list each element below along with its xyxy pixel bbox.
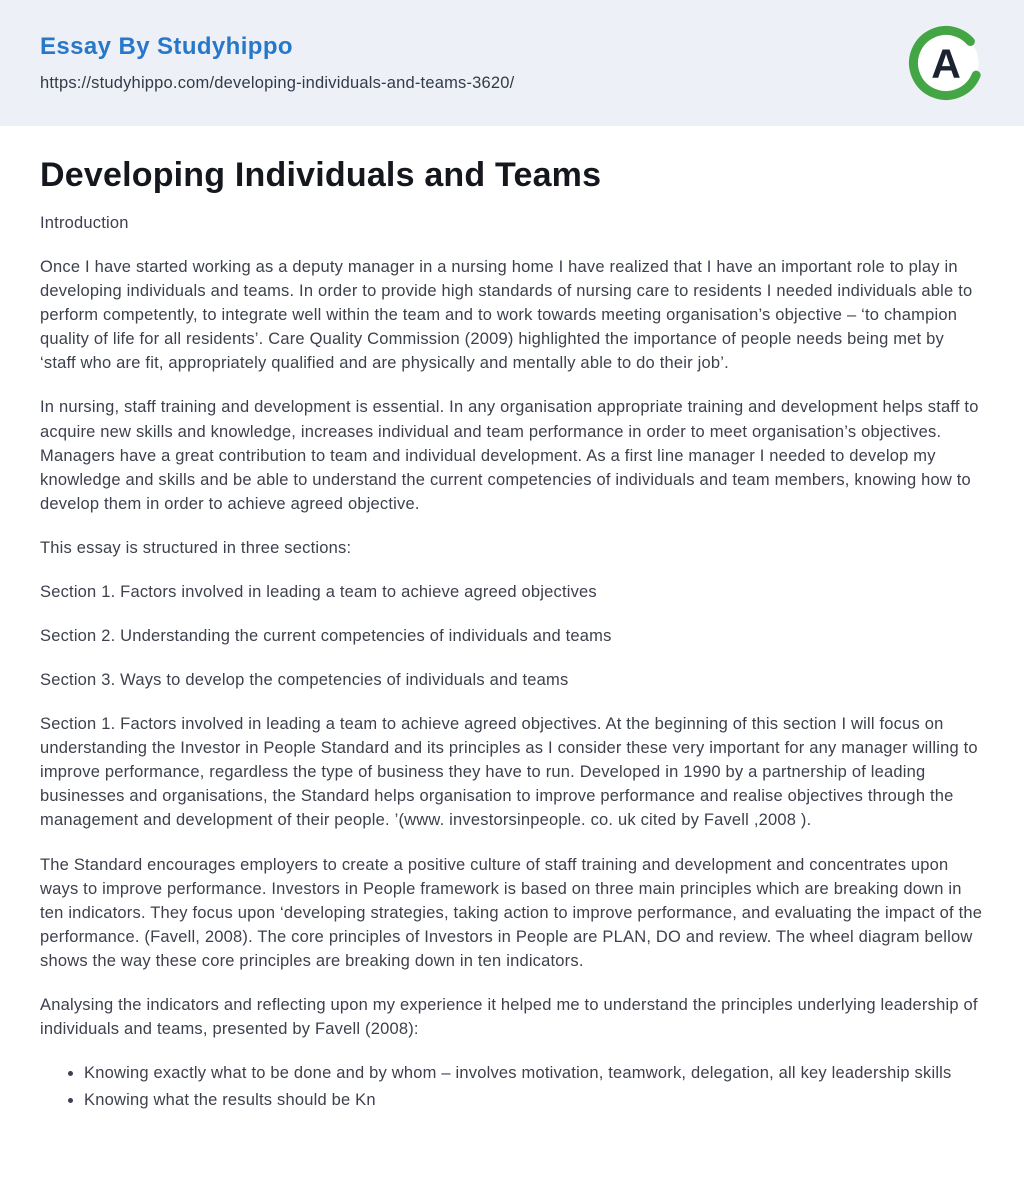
logo-ring-icon <box>908 25 984 101</box>
paragraph-introduction: Introduction <box>40 214 129 232</box>
paragraph: Section 1. Factors involved in leading a team to achieve agreed objectives. At the beginning of this section I will focus on understanding the Investor in People Standard and its principles as I consider these very important for any manager willing to improve performance, regardless the type of business they have to run. Developed in 1990 by a partnership of leading businesses and organisations, the Standard helps organisation to improve performance and realise objectives through the management and development of their people. ’(www. investorsinpeople. co. uk cited by Favell ,2008 ). <box>40 715 978 830</box>
paragraph: The Standard encourages employers to create a positive culture of staff training and development and concentrates upon ways to improve performance. Investors in People framework is based on three main principles which are breaking down in ten indicators. They focus upon ‘developing strategies, taking action to improve performance, and evaluating the impact of the performance. (Favell, 2008). The core principles of Investors in People are PLAN, DO and review. The wheel diagram bellow shows the way these core principles are breaking down in ten indicators. <box>40 855 983 970</box>
paragraph-section-2-heading: Section 2. Understanding the current competencies of individuals and teams <box>40 627 612 646</box>
paragraph: This essay is structured in three sections: <box>40 538 352 557</box>
paragraph: Analysing the indicators and reflecting upon my experience it helped me to understand the principles underlying leadership of individuals and teams, presented by Favell (2008): <box>40 995 978 1039</box>
header-text-block <box>40 33 514 93</box>
article-body <box>0 126 1024 1112</box>
paragraph: Once I have started working as a deputy manager in a nursing home I have realized that I have an important role to play in developing individuals and teams. In order to provide high standards of nursing care to residents I needed individuals able to perform competently, to integrate well within the team and to work towards meeting organisation’s objective – ‘to champion quality of life for all residents’. Care Quality Commission (2009) highlighted the importance of people needs being met by ‘staff who are fit, appropriately qualified and are physically and mentally able to do their job’. <box>40 258 973 373</box>
page-title: Developing Individuals and Teams <box>40 156 602 194</box>
list-item: • Knowing what the results should be Kn <box>84 1088 984 1112</box>
studyhippo-logo <box>908 25 984 101</box>
source-url-link[interactable]: https://studyhippo.com/developing-individuals-and-teams-3620/ <box>40 74 515 92</box>
page-header <box>0 0 1024 126</box>
logo-letter: A <box>931 40 961 87</box>
paragraph-section-1-heading: Section 1. Factors involved in leading a team to achieve agreed objectives <box>40 582 597 601</box>
leadership-principles-list <box>66 1061 984 1112</box>
paragraph: In nursing, staff training and development is essential. In any organisation appropriate training and development helps staff to acquire new skills and knowledge, increases individual and team performance in order to meet organisation’s objectives. Managers have a great contribution to team and individual development. As a first line manager I needed to develop my knowledge and skills and be able to understand the current competencies of individuals and team members, knowing how to develop them in order to achieve agreed objective. <box>40 398 979 513</box>
paragraph-section-3-heading: Section 3. Ways to develop the competencies of individuals and teams <box>40 671 569 690</box>
list-item: • Knowing exactly what to be done and by whom – involves motivation, teamwork, delegation, all key leadership skills <box>84 1061 984 1085</box>
byline: Essay By Studyhippo <box>40 33 293 60</box>
